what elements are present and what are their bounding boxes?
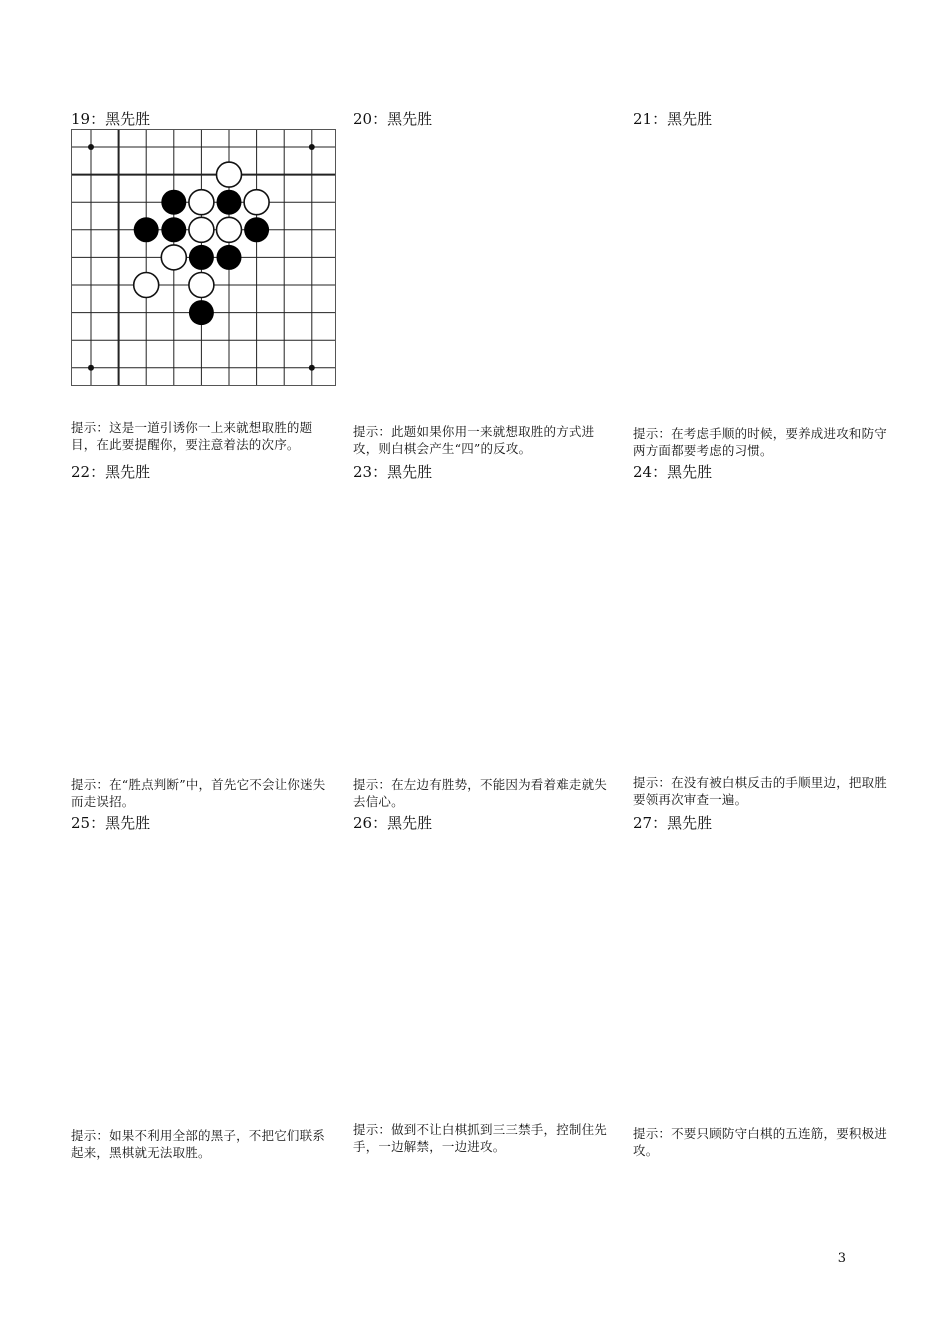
star-point xyxy=(309,144,315,150)
problem-25-hint: 提示：如果不利用全部的黑子，不把它们联系起来，黑棋就无法取胜。 xyxy=(71,1128,326,1160)
problem-27-hint: 提示：不要只顾防守白棋的五连筋，要积极进攻。 xyxy=(633,1126,888,1158)
problem-26-hint: 提示：做到不让白棋抓到三三禁手，控制住先手，一边解禁，一边进攻。 xyxy=(353,1122,608,1154)
problem-21-hint: 提示：在考虑手顺的时候，要养成进攻和防守两方面都要考虑的习惯。 xyxy=(633,426,888,458)
problem-26-title: 26：黑先胜 xyxy=(353,814,433,832)
black-stone xyxy=(244,217,269,242)
problem-24-hint: 提示：在没有被白棋反击的手顺里边，把取胜要领再次审查一遍。 xyxy=(633,775,888,807)
white-stone xyxy=(189,273,214,298)
problem-22-title: 22：黑先胜 xyxy=(71,463,151,481)
black-stone xyxy=(161,190,186,215)
board-grid xyxy=(72,130,335,385)
problem-20-title: 20：黑先胜 xyxy=(353,110,433,128)
black-stone xyxy=(134,217,159,242)
black-stone xyxy=(189,300,214,325)
problem-25-title: 25：黑先胜 xyxy=(71,814,151,832)
white-stone xyxy=(217,162,242,187)
white-stone xyxy=(134,273,159,298)
black-stone xyxy=(161,217,186,242)
problem-22-hint: 提示：在“胜点判断”中，首先它不会让你迷失而走误招。 xyxy=(71,777,326,809)
star-point xyxy=(88,365,94,371)
problem-20-hint: 提示：此题如果你用一来就想取胜的方式进攻，则白棋会产生“四”的反攻。 xyxy=(353,424,595,456)
black-stone xyxy=(189,245,214,270)
black-stone xyxy=(217,245,242,270)
star-point xyxy=(88,144,94,150)
problem-23-hint: 提示：在左边有胜势，不能因为看着难走就失去信心。 xyxy=(353,777,608,809)
white-stone xyxy=(161,245,186,270)
gomoku-board-19 xyxy=(71,129,336,386)
problem-21-title: 21：黑先胜 xyxy=(633,110,713,128)
page-number: 3 xyxy=(837,1251,846,1266)
problem-27-title: 27：黑先胜 xyxy=(633,814,713,832)
black-stone xyxy=(217,190,242,215)
problem-24-title: 24：黑先胜 xyxy=(633,463,713,481)
white-stone xyxy=(189,217,214,242)
problem-19-hint: 提示：这是一道引诱你一上来就想取胜的题目，在此要提醒你，要注意着法的次序。 xyxy=(71,420,313,452)
white-stone xyxy=(244,190,269,215)
problem-23-title: 23：黑先胜 xyxy=(353,463,433,481)
white-stone xyxy=(217,217,242,242)
white-stone xyxy=(189,190,214,215)
problem-19-title: 19：黑先胜 xyxy=(71,110,151,128)
star-point xyxy=(309,365,315,371)
